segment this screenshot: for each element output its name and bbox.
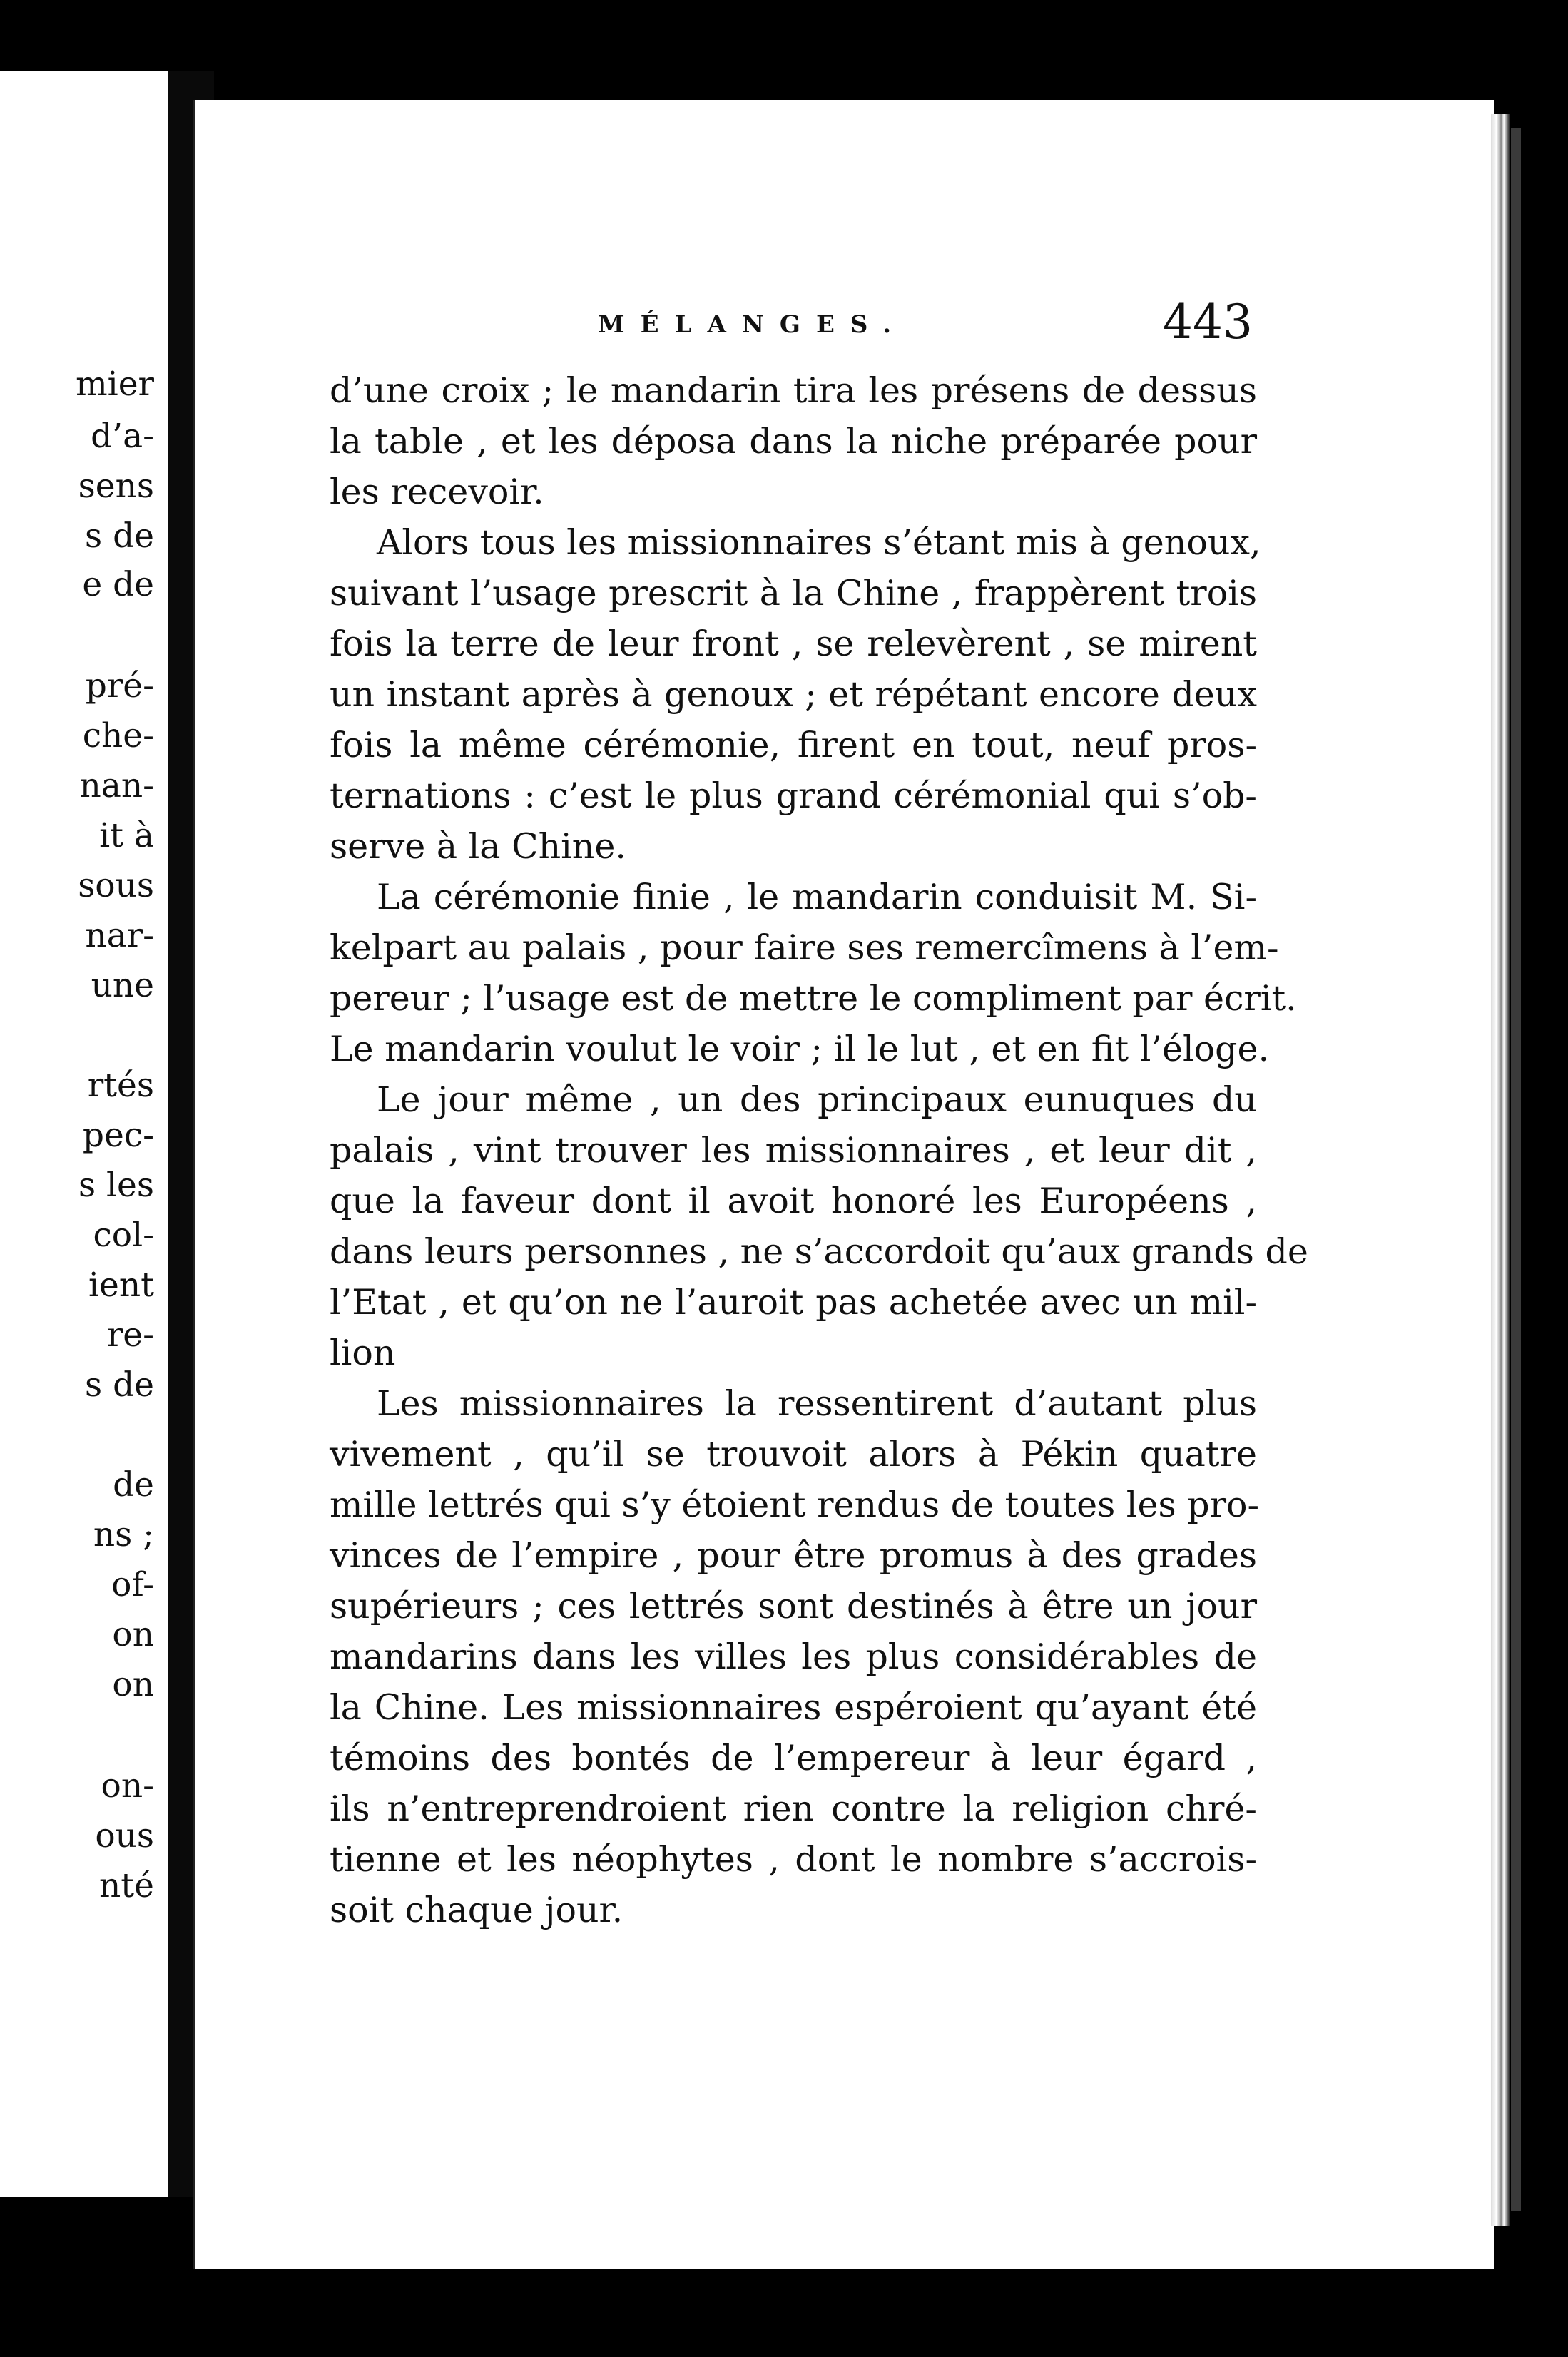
facing-page-fragment: e de (82, 565, 154, 604)
facing-page-fragment: ns ; (93, 1515, 154, 1554)
facing-page-fragment: ient (88, 1266, 154, 1305)
facing-page-fragment: che- (82, 716, 154, 755)
text-line: lion (330, 1333, 396, 1373)
text-line: les recevoir. (330, 472, 544, 512)
text-line: d’une croix ; le mandarin tira les présens de dessus (330, 370, 1257, 411)
facing-page-fragment: nan- (79, 766, 154, 805)
text-line: mille lettrés qui s’y étoient rendus de toutes les pro- (330, 1485, 1260, 1525)
facing-page-fragment: de (113, 1465, 154, 1505)
facing-page-fragment: s les (78, 1166, 154, 1205)
facing-page-fragment: d’a- (91, 417, 154, 456)
facing-page-fragment: re- (106, 1315, 154, 1355)
text-line: Alors tous les missionnaires s’étant mis à genoux, (377, 522, 1261, 563)
text-line: ils n’entreprendroient rien contre la religion chré- (330, 1788, 1257, 1829)
running-title: MÉLANGES. (598, 310, 907, 339)
facing-page-left (0, 71, 168, 2197)
text-line: suivant l’usage prescrit à la Chine , frappèrent trois (330, 573, 1257, 614)
text-line: palais , vint trouver les missionnaires , et leur dit , (330, 1130, 1257, 1171)
facing-page-fragment: nté (99, 1866, 154, 1905)
facing-page-fragment: pec- (82, 1116, 154, 1155)
page-edge-shadow (1511, 128, 1521, 2211)
facing-page-fragment: mier (76, 365, 154, 404)
facing-page-fragment: pré- (85, 666, 154, 706)
facing-page-fragment: on- (101, 1766, 154, 1806)
page-edge (1491, 114, 1510, 2226)
facing-page-fragment: col- (93, 1216, 154, 1255)
text-line: témoins des bontés de l’empereur à leur égard , (330, 1738, 1257, 1778)
text-line: supérieurs ; ces lettrés sont destinés à être un jour (330, 1586, 1257, 1627)
page-number: 443 (1163, 295, 1253, 350)
facing-page-fragment: it à (99, 816, 154, 855)
text-line: la table , et les déposa dans la niche préparée pour (330, 421, 1257, 462)
facing-page-fragment: s de (85, 1365, 154, 1405)
text-line: Le mandarin voulut le voir ; il le lut , et en fit l’éloge. (330, 1029, 1270, 1069)
facing-page-fragment: sens (78, 467, 154, 506)
text-line: serve à la Chine. (330, 826, 626, 867)
facing-page-fragment: on (112, 1665, 154, 1704)
text-line: Le jour même , un des principaux eunuques du (377, 1079, 1257, 1120)
body-text (330, 365, 1308, 1935)
text-line: la Chine. Les missionnaires espéroient qu’ayant été (330, 1687, 1257, 1728)
facing-page-fragment: s de (85, 516, 154, 556)
text-line: tienne et les néophytes , dont le nombre s’accrois- (330, 1839, 1257, 1880)
text-line: l’Etat , et qu’on ne l’auroit pas achetée avec un mil- (330, 1282, 1257, 1323)
text-line: Les missionnaires la ressentirent d’autant plus (377, 1383, 1257, 1424)
facing-page-fragment: nar- (85, 916, 154, 955)
text-line: La cérémonie finie , le mandarin conduisit M. Si- (377, 877, 1257, 917)
text-line: fois la même cérémonie, firent en tout, neuf pros- (330, 725, 1257, 765)
text-line: vinces de l’empire , pour être promus à des grades (330, 1535, 1257, 1576)
facing-page-fragment: of- (111, 1565, 154, 1604)
facing-page-fragment: sous (78, 866, 154, 905)
facing-page-fragment: ous (95, 1816, 154, 1855)
text-line: fois la terre de leur front , se relevèrent , se mirent (330, 623, 1257, 664)
text-line: ternations : c’est le plus grand cérémonial qui s’ob- (330, 775, 1257, 816)
text-line: un instant après à genoux ; et répétant encore deux (330, 674, 1257, 715)
facing-page-fragment: rtés (87, 1066, 154, 1105)
text-line: que la faveur dont il avoit honoré les Européens , (330, 1181, 1257, 1221)
text-line: dans leurs personnes , ne s’accordoit qu’aux grands de (330, 1231, 1308, 1272)
text-line: kelpart au palais , pour faire ses remercîmens à l’em- (330, 927, 1279, 968)
text-line: pereur ; l’usage est de mettre le compliment par écrit. (330, 978, 1297, 1019)
text-line: vivement , qu’il se trouvoit alors à Pékin quatre (330, 1434, 1257, 1475)
facing-page-fragment: on (112, 1615, 154, 1654)
facing-page-fragment: une (91, 966, 154, 1005)
text-line: mandarins dans les villes les plus considérables de (330, 1636, 1257, 1677)
text-line: soit chaque jour. (330, 1890, 623, 1930)
